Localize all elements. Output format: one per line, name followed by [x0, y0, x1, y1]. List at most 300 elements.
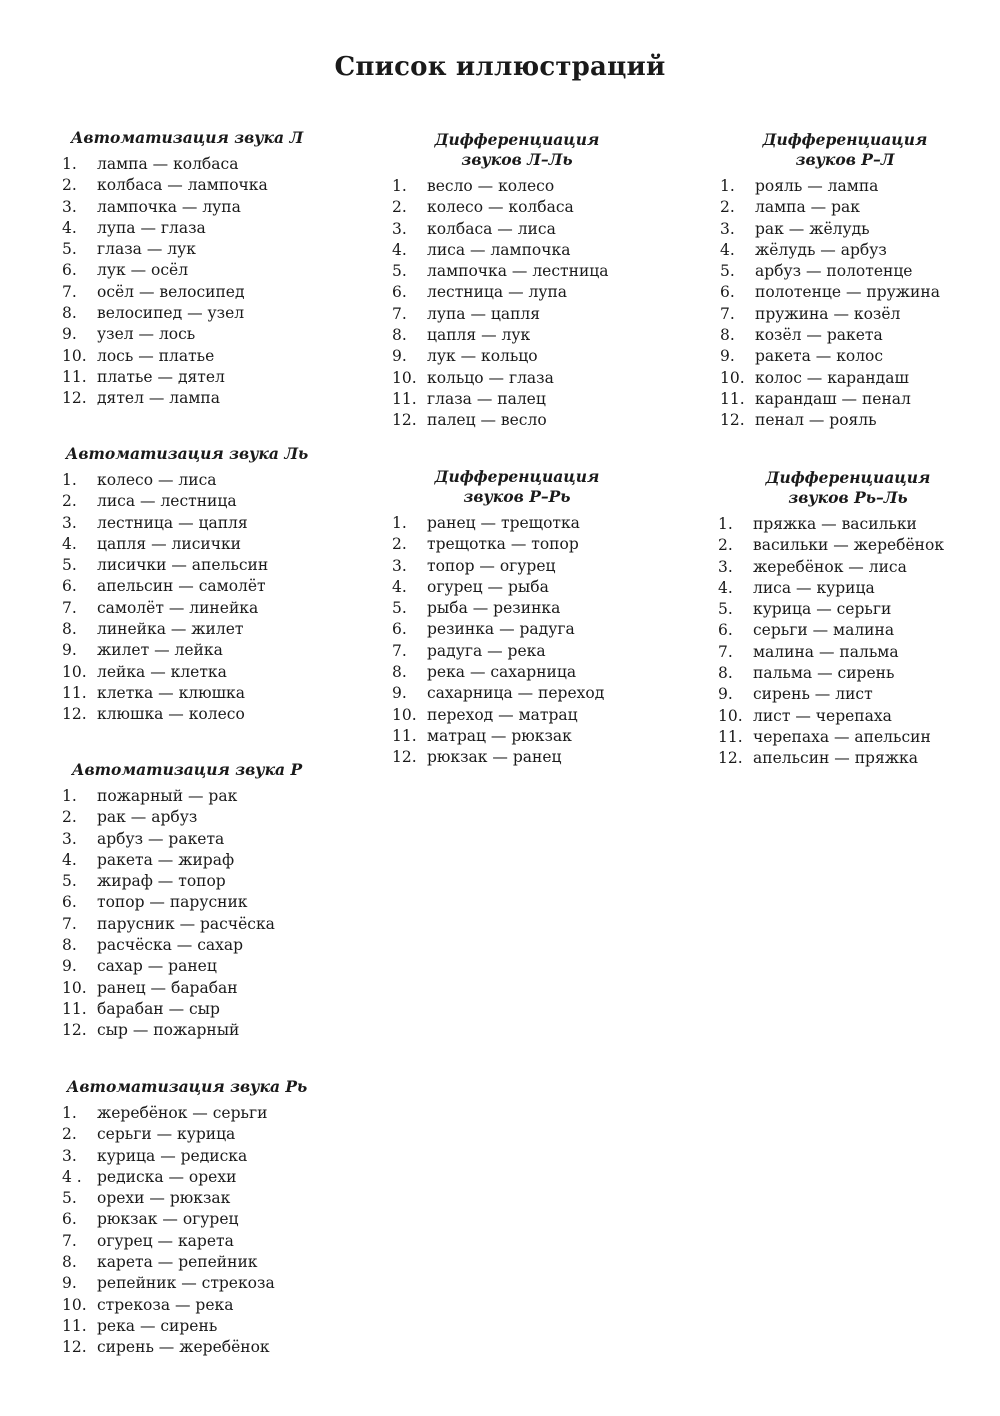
item-number: 2. [392, 198, 407, 217]
item-number: 1. [720, 177, 735, 195]
item-number: 2. [62, 176, 77, 195]
item-text: орехи — рюкзак [97, 1189, 231, 1208]
list-item [718, 557, 978, 578]
list-item [720, 176, 970, 197]
item-text: палец — весло [427, 411, 547, 430]
item-text: сахар — ранец [97, 957, 217, 976]
item-text: рак — жёлудь [755, 219, 870, 238]
page-title: Список иллюстраций [334, 52, 666, 82]
list-item [718, 748, 978, 769]
item-number: 4. [392, 240, 407, 259]
item-number: 4. [392, 577, 407, 596]
item-text: лампа — рак [755, 198, 860, 217]
item-number: 4. [718, 578, 733, 597]
list-item [392, 282, 642, 303]
item-text: репейник — стрекоза [97, 1274, 275, 1293]
item-text: колесо — лиса [97, 471, 217, 489]
list-item [62, 978, 312, 999]
item-text: пальма — сирень [753, 664, 895, 683]
item-text: колбаса — лиса [427, 219, 556, 238]
item-text: сирень — жеребёнок [97, 1338, 270, 1357]
item-text: пряжка — васильки [753, 515, 917, 533]
item-text: лиса — курица [753, 578, 875, 597]
item-number: 6. [62, 261, 77, 280]
list-item [720, 219, 970, 240]
item-number: 12. [62, 705, 87, 724]
item-text: рюкзак — огурец [97, 1210, 239, 1229]
item-number: 9. [62, 641, 77, 660]
item-text: жеребёнок — лиса [753, 557, 907, 576]
item-number: 2. [62, 808, 77, 827]
item-number: 10. [392, 368, 417, 387]
item-text: топор — парусник [97, 893, 248, 912]
list-item [62, 1020, 312, 1041]
list-item [718, 706, 978, 727]
item-text: серьги — малина [753, 621, 895, 640]
item-number: 11. [392, 389, 417, 408]
list-item [720, 261, 970, 282]
list-item [62, 1295, 312, 1316]
item-text: арбуз — ракета [97, 829, 225, 848]
item-number: 1. [62, 1104, 77, 1122]
item-text: лиса — лестница [97, 492, 237, 511]
item-number: 10. [62, 978, 87, 997]
list-item [718, 684, 978, 705]
item-number: 1. [392, 514, 407, 532]
item-text: лупа — глаза [97, 218, 206, 237]
item-text: ранец — барабан [97, 978, 238, 997]
item-text: линейка — жилет [97, 620, 244, 639]
item-list [62, 154, 312, 410]
list-item [62, 683, 312, 704]
item-text: васильки — жеребёнок [753, 536, 945, 555]
list-item [392, 683, 642, 704]
item-number: 8. [392, 663, 407, 682]
item-text: клюшка — колесо [97, 705, 245, 724]
section-auto-l-soft [62, 444, 312, 726]
section-auto-r-soft [62, 1077, 312, 1359]
list-item [62, 324, 312, 345]
item-text: жилет — лейка [97, 641, 223, 660]
item-text: стрекоза — река [97, 1295, 234, 1314]
list-item [62, 935, 312, 956]
list-item [392, 325, 642, 346]
list-item [392, 410, 642, 431]
item-text: лиса — лампочка [427, 240, 571, 259]
item-number: 9. [720, 347, 735, 366]
item-number: 1. [392, 177, 407, 195]
item-number: 1. [62, 155, 77, 173]
item-number: 2. [720, 198, 735, 217]
section-title: Дифференциация звуков Л–Ль [434, 130, 600, 169]
item-text: лист — черепаха [753, 706, 892, 725]
item-text: переход — матрац [427, 705, 578, 724]
item-number: 1. [718, 515, 733, 533]
section-diff-rs-ls [718, 468, 978, 770]
item-number: 9. [392, 347, 407, 366]
list-item [392, 577, 642, 598]
item-text: ракета — колос [755, 347, 884, 366]
item-number: 3. [62, 197, 77, 216]
item-text: рак — арбуз [97, 808, 198, 827]
item-text: жёлудь — арбуз [755, 240, 887, 259]
item-number: 4. [720, 240, 735, 259]
item-number: 10. [62, 662, 87, 681]
item-number: 7. [62, 282, 77, 301]
list-item [62, 491, 312, 512]
item-number: 4. [62, 534, 77, 553]
item-number: 5. [62, 872, 77, 891]
list-item [62, 619, 312, 640]
item-number: 11. [62, 367, 87, 386]
item-number: 8. [62, 936, 77, 955]
item-number: 6. [62, 577, 77, 596]
item-number: 2. [392, 535, 407, 554]
list-item [62, 786, 312, 807]
item-list [62, 1103, 312, 1359]
list-item [392, 176, 642, 197]
item-number: 9. [62, 1274, 77, 1293]
list-item [720, 325, 970, 346]
item-text: козёл — ракета [755, 326, 883, 345]
item-number: 8. [62, 304, 77, 323]
item-number: 10. [720, 368, 745, 387]
list-item [62, 1273, 312, 1294]
item-number: 6. [62, 1210, 77, 1229]
item-number: 12. [720, 411, 745, 430]
item-text: рюкзак — ранец [427, 748, 562, 767]
item-text: лестница — цапля [97, 513, 248, 532]
item-number: 5. [62, 1189, 77, 1208]
item-text: жираф — топор [97, 872, 226, 891]
item-number: 12. [62, 1338, 87, 1357]
item-text: лупа — цапля [427, 304, 541, 323]
list-item [62, 956, 312, 977]
list-item [62, 513, 312, 534]
item-list [62, 470, 312, 726]
item-number: 11. [718, 727, 743, 746]
section-auto-r [62, 760, 312, 1042]
list-item [720, 346, 970, 367]
item-text: резинка — радуга [427, 620, 575, 639]
item-text: осёл — велосипед [97, 282, 245, 301]
item-text: колбаса — лампочка [97, 176, 268, 195]
list-item [62, 197, 312, 218]
list-item [392, 705, 642, 726]
section-auto-l [62, 128, 312, 410]
list-item [62, 470, 312, 491]
item-text: река — сахарница [427, 663, 577, 682]
item-number: 4. [62, 218, 77, 237]
item-number: 3. [392, 556, 407, 575]
item-number: 8. [62, 1253, 77, 1272]
list-item [392, 368, 642, 389]
list-item [392, 304, 642, 325]
list-item [62, 914, 312, 935]
list-item [62, 303, 312, 324]
item-number: 5. [62, 556, 77, 575]
item-number: 10. [62, 1295, 87, 1314]
section-diff-r-rs [392, 467, 642, 769]
list-item [62, 999, 312, 1020]
item-text: глаза — лук [97, 240, 196, 259]
list-item [720, 282, 970, 303]
list-item [718, 663, 978, 684]
list-item [62, 829, 312, 850]
item-text: лук — осёл [97, 261, 189, 280]
item-text: пружина — козёл [755, 304, 901, 323]
item-text: лампа — колбаса [97, 155, 239, 173]
item-text: радуга — река [427, 641, 546, 660]
item-text: пожарный — рак [97, 787, 238, 805]
item-text: рыба — резинка [427, 599, 561, 618]
list-item [62, 154, 312, 175]
item-number: 3. [62, 513, 77, 532]
list-item [392, 240, 642, 261]
item-number: 3. [62, 1146, 77, 1165]
item-text: колос — карандаш [755, 368, 909, 387]
list-item [392, 346, 642, 367]
item-number: 6. [718, 621, 733, 640]
item-text: редиска — орехи [97, 1167, 237, 1186]
item-text: парусник — расчёска [97, 914, 275, 933]
section-diff-r-l [720, 130, 970, 432]
item-text: цапля — лисички [97, 534, 241, 553]
section-title: Автоматизация звука Рь [66, 1077, 308, 1096]
item-number: 9. [718, 685, 733, 704]
item-number: 11. [720, 389, 745, 408]
list-item [720, 368, 970, 389]
item-number: 7. [62, 914, 77, 933]
item-number: 11. [62, 1316, 87, 1335]
item-text: трещотка — топор [427, 535, 579, 554]
item-number: 8. [392, 326, 407, 345]
item-text: цапля — лук [427, 326, 531, 345]
list-item [62, 892, 312, 913]
list-item [392, 534, 642, 555]
list-item [62, 1231, 312, 1252]
item-text: курица — редиска [97, 1146, 248, 1165]
section-title: Автоматизация звука Ль [65, 444, 309, 463]
item-number: 6. [720, 283, 735, 302]
list-item [392, 598, 642, 619]
item-text: сыр — пожарный [97, 1021, 240, 1040]
item-text: черепаха — апельсин [753, 727, 931, 746]
list-item [62, 239, 312, 260]
section-title: Дифференциация звуков Р–Рь [434, 467, 600, 506]
item-text: серьги — курица [97, 1125, 236, 1144]
section-title: Автоматизация звука Р [71, 760, 303, 779]
item-text: матрац — рюкзак [427, 726, 572, 745]
list-item [62, 1103, 312, 1124]
item-text: огурец — рыба [427, 577, 549, 596]
list-item [62, 640, 312, 661]
item-text: карета — репейник [97, 1253, 258, 1272]
item-number: 6. [392, 283, 407, 302]
item-text: клетка — клюшка [97, 683, 245, 702]
item-number: 9. [62, 957, 77, 976]
item-number: 12. [718, 749, 743, 768]
item-text: барабан — сыр [97, 999, 220, 1018]
item-number: 7. [718, 642, 733, 661]
item-text: река — сирень [97, 1316, 218, 1335]
list-item [718, 642, 978, 663]
list-item [62, 534, 312, 555]
item-text: лестница — лупа [427, 283, 568, 302]
item-text: жеребёнок — серьги [97, 1104, 268, 1122]
list-item [718, 514, 978, 535]
item-number: 5. [720, 262, 735, 281]
list-item [392, 619, 642, 640]
item-text: самолёт — линейка [97, 598, 259, 617]
list-item [62, 1209, 312, 1230]
list-item [392, 662, 642, 683]
item-number: 7. [392, 304, 407, 323]
item-text: лейка — клетка [97, 662, 227, 681]
list-item [62, 218, 312, 239]
item-text: курица — серьги [753, 600, 892, 619]
list-item [392, 261, 642, 282]
section-diff-l-ls [392, 130, 642, 432]
list-item [62, 282, 312, 303]
item-text: ракета — жираф [97, 850, 235, 869]
item-text: пенал — рояль [755, 411, 877, 430]
list-item [62, 555, 312, 576]
item-number: 3. [718, 557, 733, 576]
item-number: 5. [392, 262, 407, 281]
list-item [718, 535, 978, 556]
item-number: 4 . [62, 1167, 82, 1186]
item-list [392, 176, 642, 432]
item-number: 11. [62, 999, 87, 1018]
list-item [62, 871, 312, 892]
item-number: 11. [392, 726, 417, 745]
list-item [62, 850, 312, 871]
list-item [62, 346, 312, 367]
list-item [392, 641, 642, 662]
item-number: 1. [62, 471, 77, 489]
list-item [718, 578, 978, 599]
item-number: 2. [62, 1125, 77, 1144]
item-number: 1. [62, 787, 77, 805]
item-number: 6. [62, 893, 77, 912]
item-number: 12. [62, 389, 87, 408]
list-item [62, 704, 312, 725]
item-text: арбуз — полотенце [755, 262, 913, 281]
item-text: апельсин — самолёт [97, 577, 266, 596]
item-number: 10. [392, 705, 417, 724]
list-item [62, 598, 312, 619]
list-item [392, 726, 642, 747]
item-number: 7. [62, 1231, 77, 1250]
item-text: карандаш — пенал [755, 389, 911, 408]
list-item [720, 304, 970, 325]
item-text: полотенце — пружина [755, 283, 940, 302]
list-item [62, 1316, 312, 1337]
item-number: 2. [718, 536, 733, 555]
item-number: 6. [392, 620, 407, 639]
item-text: апельсин — пряжка [753, 749, 918, 768]
item-text: малина — пальма [753, 642, 899, 661]
item-list [392, 513, 642, 769]
item-text: лампочка — лупа [97, 197, 241, 216]
item-number: 12. [392, 411, 417, 430]
list-item [392, 513, 642, 534]
item-number: 12. [392, 748, 417, 767]
item-text: узел — лось [97, 325, 196, 344]
list-item [62, 175, 312, 196]
item-text: топор — огурец [427, 556, 556, 575]
section-title: Дифференциация звуков Рь–Ль [765, 468, 931, 507]
item-text: весло — колесо [427, 177, 555, 195]
list-item [720, 197, 970, 218]
item-text: огурец — карета [97, 1231, 234, 1250]
list-item [62, 807, 312, 828]
item-text: велосипед — узел [97, 304, 245, 323]
list-item [718, 727, 978, 748]
item-number: 9. [62, 325, 77, 344]
item-number: 7. [392, 641, 407, 660]
list-item [62, 1252, 312, 1273]
list-item [392, 197, 642, 218]
item-text: лампочка — лестница [427, 262, 609, 281]
item-text: лось — платье [97, 346, 215, 365]
item-number: 5. [392, 599, 407, 618]
list-item [62, 260, 312, 281]
item-text: глаза — палец [427, 389, 546, 408]
list-item [62, 1337, 312, 1358]
item-text: кольцо — глаза [427, 368, 554, 387]
section-title: Дифференциация звуков Р–Л [762, 130, 928, 169]
list-item [62, 1124, 312, 1145]
list-item [62, 662, 312, 683]
item-list [718, 514, 978, 770]
list-item [720, 389, 970, 410]
item-text: ранец — трещотка [427, 514, 580, 532]
item-number: 8. [720, 326, 735, 345]
list-item [720, 240, 970, 261]
item-number: 4. [62, 850, 77, 869]
list-item [392, 556, 642, 577]
item-text: рояль — лампа [755, 177, 879, 195]
item-list [62, 786, 312, 1042]
list-item [392, 389, 642, 410]
item-number: 5. [718, 600, 733, 619]
item-number: 2. [62, 492, 77, 511]
list-item [718, 599, 978, 620]
item-number: 10. [718, 706, 743, 725]
list-item [62, 367, 312, 388]
item-text: платье — дятел [97, 367, 225, 386]
item-text: лисички — апельсин [97, 556, 269, 575]
item-number: 3. [720, 219, 735, 238]
list-item [62, 388, 312, 409]
section-title: Автоматизация звука Л [70, 128, 304, 147]
item-list [720, 176, 970, 432]
item-number: 11. [62, 683, 87, 702]
item-number: 7. [62, 598, 77, 617]
item-number: 7. [720, 304, 735, 323]
item-number: 9. [392, 684, 407, 703]
list-item [62, 1188, 312, 1209]
item-number: 10. [62, 346, 87, 365]
item-number: 12. [62, 1021, 87, 1040]
item-text: колесо — колбаса [427, 198, 574, 217]
item-number: 8. [62, 620, 77, 639]
list-item [62, 1146, 312, 1167]
item-text: расчёска — сахар [97, 936, 244, 955]
item-number: 3. [62, 829, 77, 848]
